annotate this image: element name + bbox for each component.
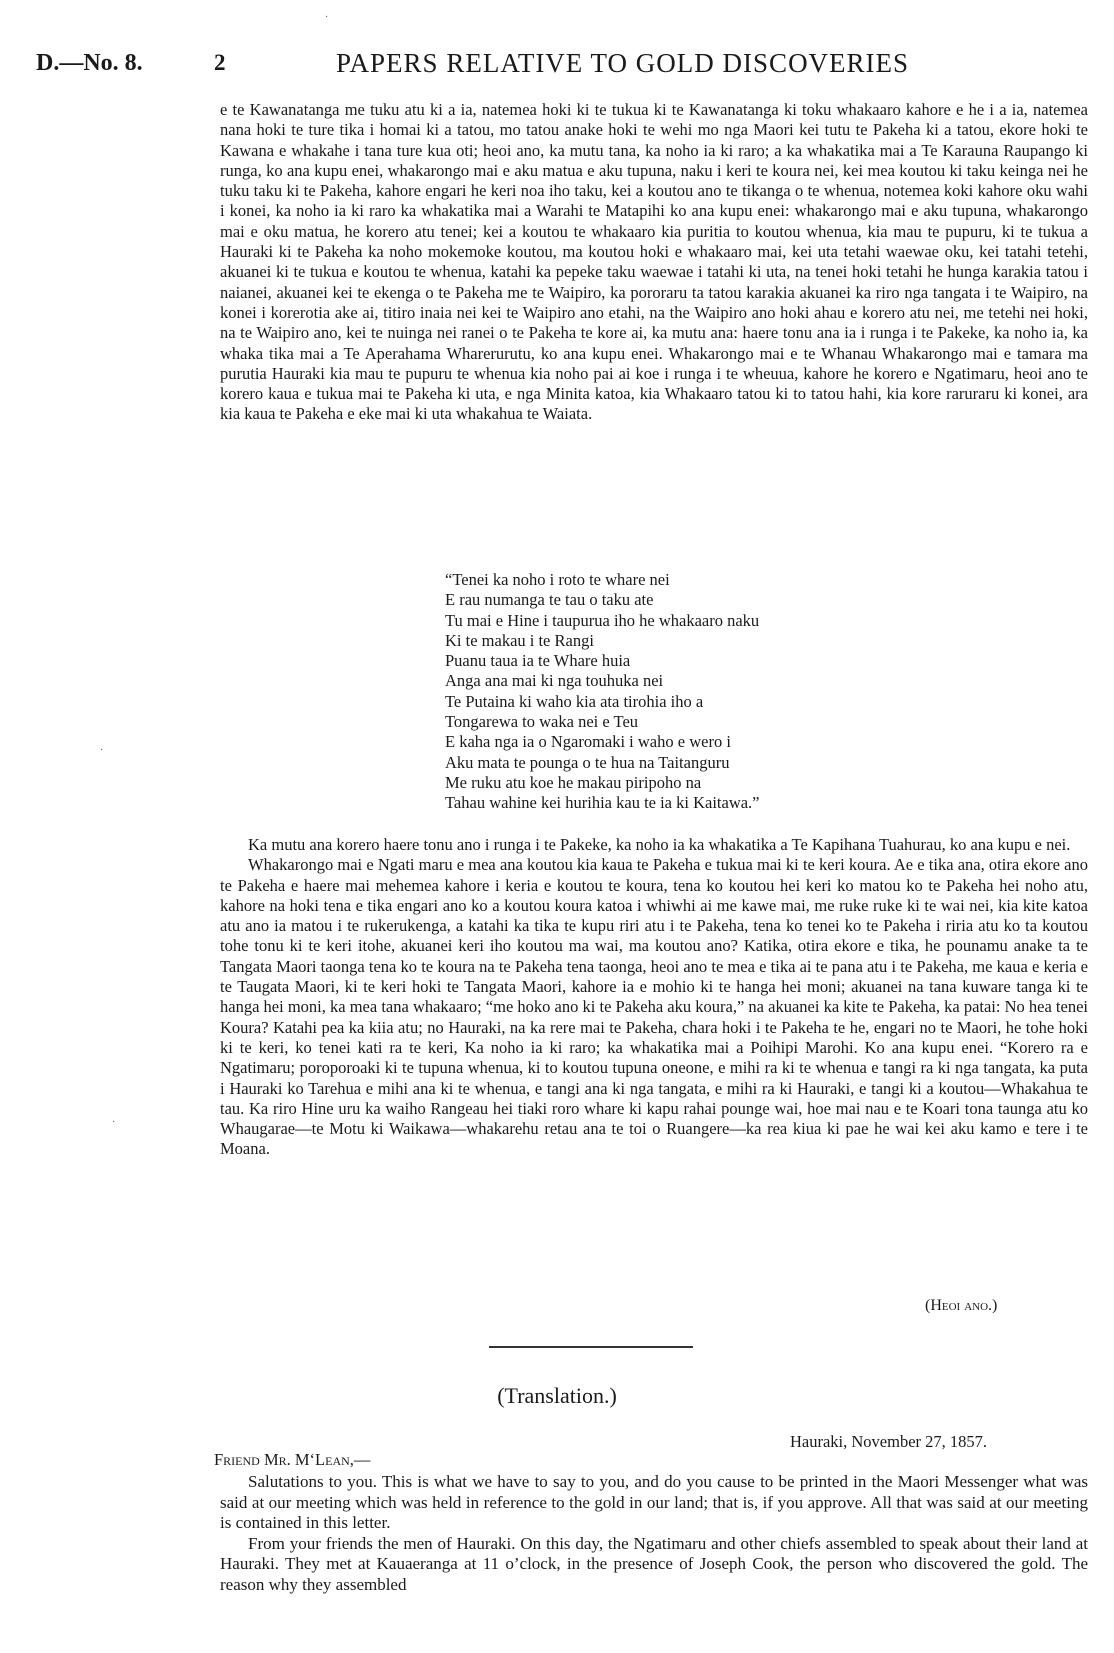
translation-heading: (Translation.) bbox=[497, 1383, 617, 1408]
document-reference: D.—No. 8. bbox=[36, 50, 143, 76]
running-title: PAPERS RELATIVE TO GOLD DISCOVERIES bbox=[336, 48, 910, 78]
closing-signoff: (Heoi ano.) bbox=[925, 1297, 998, 1314]
poem-line: Tu mai e Hine i taupurua iho he whakaaro naku bbox=[445, 610, 760, 630]
scan-mark: · bbox=[325, 12, 329, 23]
scan-mark: · bbox=[100, 745, 104, 756]
translation-text-section bbox=[220, 1472, 1088, 1595]
poem-line: Aku mata te pounga o te hua na Taitanguru bbox=[445, 752, 730, 772]
poem-line: Ki te makau i te Rangi bbox=[445, 630, 594, 650]
section-divider bbox=[489, 1346, 693, 1348]
page-number: 2 bbox=[214, 50, 226, 75]
maori-text-section bbox=[220, 100, 1088, 425]
translation-paragraph-1: Salutations to you. This is what we have to say to you, and do you cause to be printed in the Maori Messenger what was said at our meeting which was held in reference to the gold in our land; that is, if you approve. All that was said at our meeting is contained in this letter. bbox=[220, 1472, 1088, 1532]
poem-line: Me ruku atu koe he makau piripoho na bbox=[445, 772, 702, 792]
poem-line: Te Putaina ki waho kia ata tirohia iho a bbox=[445, 691, 704, 711]
maori-paragraph-3: Whakarongo mai e Ngati maru e mea ana koutou kia kaua te Pakeha e tukua mai ki te keri koura. Ae e tika ana, otira ekore ano te Pakeha e haere mai mehemea kahore i keria e koutou te koura, tena ko koutou hei keri ko matou ko te Pakeha hei noho atu, kahore na hoki tena e tika engari ano ko a koutou koura katoa i whiwhi ai me kawe mai, me ruke ruke ki te wai nei, kia kite katoa atu ano ia matou i te rukerukenga, a katahi ka tika te kupu riri atu i te Pakeha, tena ko tenei ko te Pakeha i riria atu ko ta koutou tohe tonu ki te keri itohe, akuanei keri iho koutou ma wai, ma koutou ano? Katika, otira ekore e tika, he pounamu anake ta te Tangata Maori taonga tena ko te koura na te Pakeha tena taonga, heoi ano te mea e tika ai te pana atu i te Pakeha, me kaua e keria e te Taugata Maori, ki te keri hoki te Tangata Maori, kahore ia e mohio ki te hanga hei moni; akuanei na tana kuware tanga ki te hanga hei moni, ka mea tana whakaaro; “me hoko ano ki te Pakeha aku koura,” na akuanei ka kite te Pakeha, ka patai: No hea tenei Koura? Katahi pea ka kiia atu; no Hauraki, na ka rere mai te Pakeha, chara hoki i te Pakeha te he, engari no te Maori, he tohe hoki ki te keri, ko tenei kati ra te keri, Ka noho ia ki raro; ka whakatika mai a Poihipi Marohi. Ko ana kupu enei. “Korero ra e Ngatimaru; poroporoaki ki te tupuna whenua, ki to koutou tupuna oneone, e mihi ra ki te whenua e tangi ra ki nga tangata, ka puta i Hauraki ko Tarehua e mihi ana ki te whenua, e tangi ana ki nga tangata, e mihi ra ki Hauraki, e tangi ki a koutou—Whakahua te tau. Ka riro Hine uru ka waiho Rangeau hei tiaki roro whare ki kapu rahai pounge wai, hoe mai nau e te Koari tona taunga atu ko Whaugarae—te Motu ki Waikawa—whakarehu retau ana te toi o Ruangere—ka rea kiua ki pae he wai kei aku kamo e tere i te Moana. bbox=[220, 855, 1088, 1159]
poem-line: “Tenei ka noho i roto te whare nei bbox=[445, 570, 670, 589]
poem-line: Puanu taua ia te Whare huia bbox=[445, 651, 631, 671]
poem-line: Anga ana mai ki nga touhuka nei bbox=[445, 671, 664, 691]
poem-line: Tongarewa to waka nei e Teu bbox=[445, 712, 639, 732]
translation-paragraph-2: From your friends the men of Hauraki. On this day, the Ngatimaru and other chiefs assembled to speak about their land at Hauraki. They met at Kauaeranga at 11 o’clock, in the presence of Joseph Cook, the person who discovered the gold. The reason why they assembled bbox=[220, 1533, 1088, 1594]
poem-line: E kaha nga ia o Ngaromaki i waho e wero i bbox=[445, 732, 731, 752]
letter-place-date: Hauraki, November 27, 1857. bbox=[790, 1432, 988, 1451]
page-header bbox=[36, 44, 1086, 84]
maori-paragraph-1: e te Kawanatanga me tuku atu ki a ia, natemea hoki ki te tukua ki te Kawanatanga ki toku whakaaro kahore e he i a ia, natemea nana hoki te ture tika i homai ki a tatou, mo tatou anake hoki te wehi mo nga Maori kei tutu te Pakeha ki a tatou, ekore hoki te Kawana e whakahe i tana ture kua oti; heoi ano, ka mutu tana, ka noho ia ki raro; a ka whakatika mai a Te Karauna Raupango ki runga, ko ana kupu enei, whakarongo mai e aku matua e aku tupuna, naku i keri te koura nei, kei mea koutou ki taku keinga nei he tuku taku ki te Pakeha, kahore engari he keri noa iho taku, kei a koutou ano te tikanga o te whenua, notemea koki kahore oku wahi i konei, ka noho ia ki raro ka whakatika mai a Warahi te Matapihi ko ana kupu enei: whakarongo mai e aku tupuna, whakarongo mai e oku matua, he korero atu tenei; kei a koutou te whakaaro kia puritia to koutou whenua, kia mau te pupuru, ki te tukua a Hauraki ki te Pakeha ka noho mokemoke koutou, ma koutou hoki e whakaaro mai, kei uta tetahi waewae oku, kei tatahi tetehi, akuanei ki te tukua e koutou te whenua, katahi ka pepeke taku waewae i tatahi ki uta, na tenei hoki tetahi he hunga karakia tatou i naianei, akuanei kei te ekenga o te Pakeha me te Waipiro, ka pororaru ta tatou karakia akuanei ka riro nga tangata i te Waipiro, na konei i korerotia ake ai, titiro inaia nei kei te Waipiro ano etahi, na the Waipiro ano hoki ahau e korero atu nei, me tetehi nei hoki, na te Waipiro ano, kei te nuinga nei ranei o te Pakeha te kore ai, ka mutu ana: haere tonu ana ia i runga i te Pakeke, ka noho ia, ka whaka tika mai a Te Aperahama Wharerurutu, ko ana kupu enei. Whakarongo mai e te Whanau Whakarongo mai e tamara ma purutia Hauraki kia mau te pupuru te whenua kia noho pai ai koe i runga i te wheuua, kahore he korero e Ngatimaru, heoi ano te korero kaua e tukua mai te Pakeha ki uta, e nga Minita katoa, kia Whakaaro tatou ki to tatou hahi, kia kore raruraru ki konei, ara kia kaua te Pakeha e eke mai ki uta whakahua te Waiata. bbox=[220, 100, 1088, 424]
maori-text-continued bbox=[220, 835, 1088, 1160]
poem-line: Tahau wahine kei hurihia kau te ia ki Kaitawa.” bbox=[445, 793, 760, 813]
maori-paragraph-2: Ka mutu ana korero haere tonu ano i runga i te Pakeke, ka noho ia ka whakatika a Te Kapihana Tuahurau, ko ana kupu e nei. bbox=[248, 835, 1071, 854]
waiata-poem bbox=[445, 570, 760, 814]
letter-salutation: Friend Mr. M‘Lean,— bbox=[214, 1450, 371, 1469]
poem-line: E rau numanga te tau o taku ate bbox=[445, 590, 654, 610]
scan-mark: · bbox=[112, 1117, 116, 1128]
